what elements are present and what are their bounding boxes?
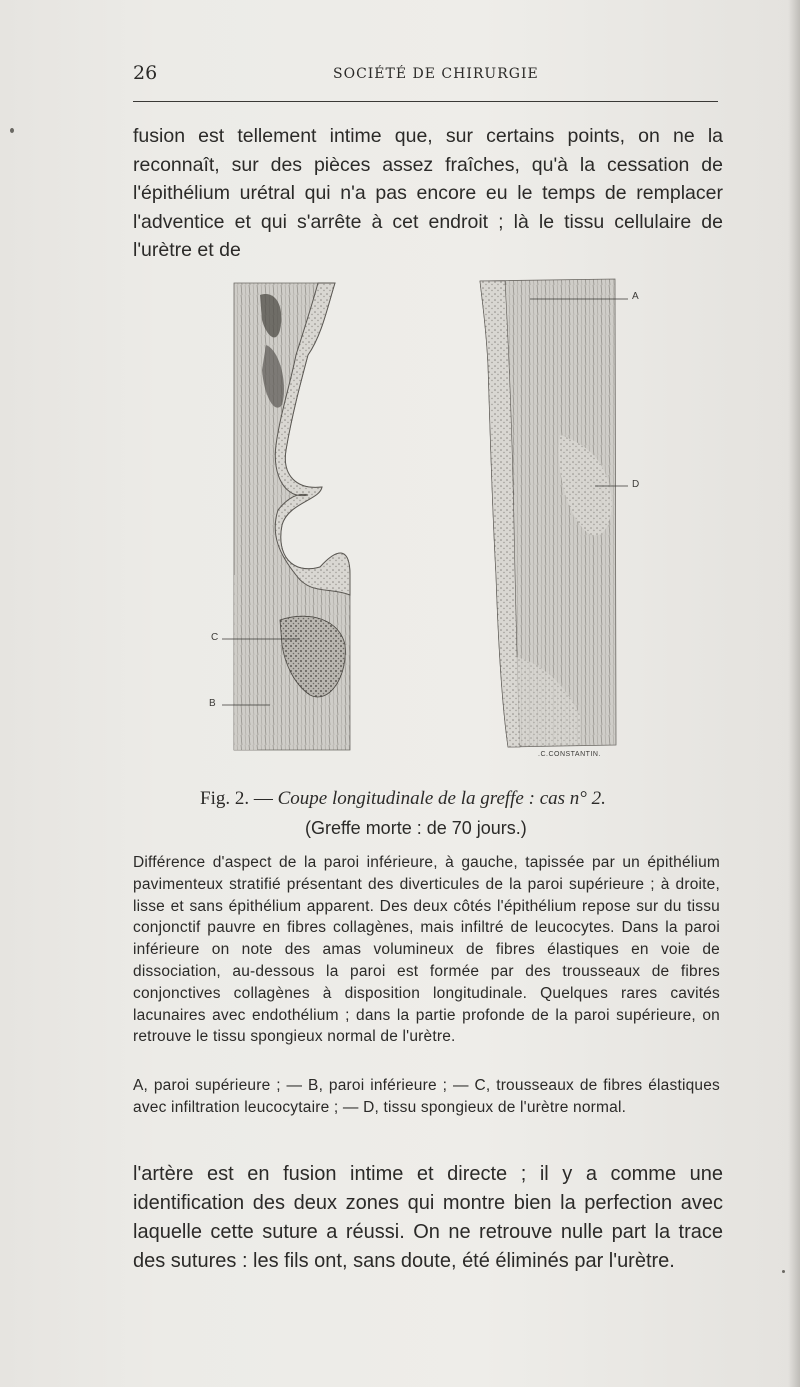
page-number: 26 [133,62,158,84]
figure-legend-keys: A, paroi supérieure ; — B, paroi inférieure ; — C, trousseaux de fibres élastiques avec infiltration leucocytaire ; — D, tissu spongieux de l'urètre normal. [133,1077,720,1116]
page-header [133,62,718,92]
paragraph-top: fusion est tellement intime que, sur certains points, on ne la reconnaît, sur des pièces assez fraîches, qu'à la cessation de l'épithélium urétral qui n'a pas encore eu le temps de remplacer l'adventice et qui s'arrête à cet endroit ; là le tissu cellulaire de l'urètre et de [133,125,723,261]
header-rule [133,101,718,102]
paragraph-bottom: l'artère est en fusion intime et directe ; il y a comme une identification des deux zones qui montre bien la perfection avec laquelle cette suture a réussi. On ne retrouve nulle part la trace des sutures : les fils ont, sans doute, été éliminés par l'urètre. [133,1163,723,1272]
figure-histology [200,275,650,765]
left-section [234,283,350,750]
figure-label-c: C [211,632,219,643]
running-head: SOCIÉTÉ DE CHIRURGIE [333,66,539,82]
scan-speck [10,128,14,133]
artist-signature: .C.CONSTANTIN. [538,751,601,758]
histology-illustration [200,275,650,765]
figure-caption [200,788,660,810]
figure-label-d: D [632,479,640,490]
right-section [480,279,616,747]
figure-subtitle: (Greffe morte : de 70 jours.) [305,818,527,838]
figure-title: Coupe longitudinale de la greffe : cas n° 2. [277,788,606,809]
figure-label-b: B [209,698,216,709]
figure-legend: Différence d'aspect de la paroi inférieure, à gauche, tapissée par un épithélium pavimenteux stratifié présentant des diverticules de la paroi supérieure ; à droite, lisse et sans épithélium apparent. Des deux côtés l'épithélium repose sur du tissu conjonctif pauvre en fibres collagènes, mais infiltré de leucocytes. Dans la paroi inférieure on note des amas volumineux de fibres élastiques en voie de dissociation, au-dessous la paroi est formée par des trousseaux de fibres conjonctives collagènes à disposition longitudinale. Quelques rares cavités lacunaires avec endothélium ; dans la partie profonde de la paroi supérieure, on retrouve le tissu spongieux normal de l'urètre. [133,854,720,1046]
page-edge-shadow [788,0,800,1387]
figure-label-a: A [632,291,639,302]
scan-speck [782,1270,785,1273]
figure-number: Fig. 2. — [200,788,273,809]
